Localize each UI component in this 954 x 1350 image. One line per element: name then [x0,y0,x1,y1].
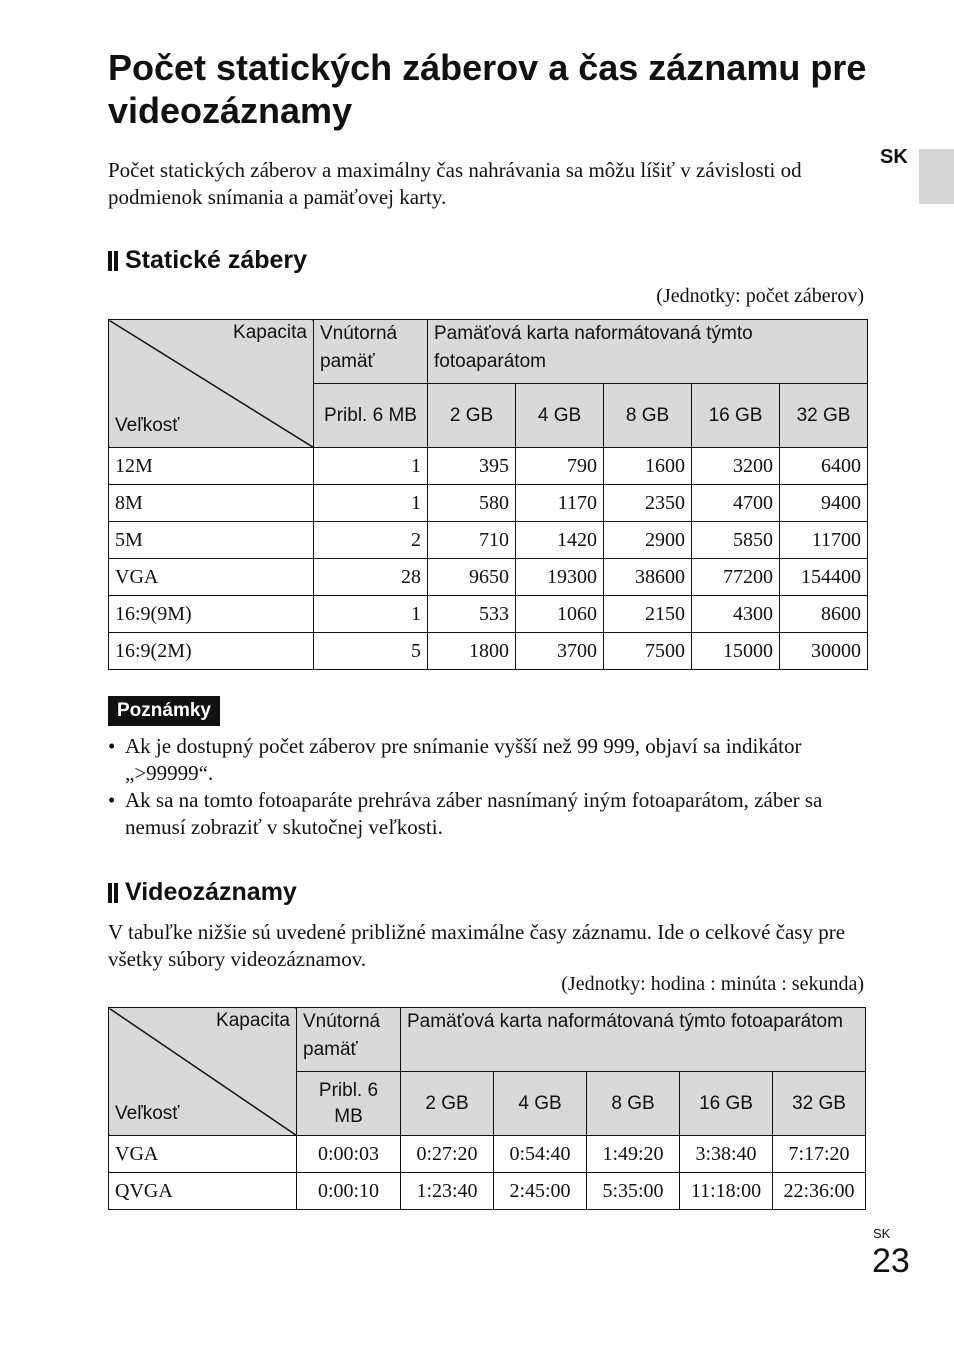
value-cell: 1:49:20 [587,1136,680,1173]
table-row [109,1173,866,1210]
value-cell: 1420 [516,522,604,559]
value-cell: 710 [428,522,516,559]
card-8gb-header: 8 GB [587,1072,680,1136]
value-cell: 6400 [780,448,868,485]
section-marker-icon [108,251,119,271]
value-cell: 790 [516,448,604,485]
value-cell: 1 [314,485,428,522]
value-cell: 5:35:00 [587,1173,680,1210]
size-label: Veľkosť [115,1103,180,1124]
internal-memory-header: Vnútorná pamäť [297,1008,401,1072]
value-cell: 15000 [692,633,780,670]
card-16gb-header: 16 GB [692,384,780,448]
still-section-heading [108,246,307,275]
value-cell: 11:18:00 [680,1173,773,1210]
size-cell: QVGA [109,1173,297,1210]
card-2gb-header: 2 GB [401,1072,494,1136]
still-header-corner [109,320,314,448]
value-cell: 0:54:40 [494,1136,587,1173]
video-table [108,1007,866,1210]
value-cell: 7500 [604,633,692,670]
notes-badge: Poznámky [108,696,220,726]
value-cell: 3200 [692,448,780,485]
value-cell: 4700 [692,485,780,522]
value-cell: 5850 [692,522,780,559]
value-cell: 19300 [516,559,604,596]
table-row [109,522,868,559]
card-2gb-header: 2 GB [428,384,516,448]
internal-memory-header: Vnútorná pamäť [314,320,428,384]
size-cell: 5M [109,522,314,559]
card-4gb-header: 4 GB [494,1072,587,1136]
size-cell: VGA [109,559,314,596]
video-section-heading [108,878,297,907]
value-cell: 533 [428,596,516,633]
value-cell: 9400 [780,485,868,522]
size-cell: 8M [109,485,314,522]
value-cell: 3700 [516,633,604,670]
value-cell: 1800 [428,633,516,670]
video-intro: V tabuľke nižšie sú uvedené približné maximálne časy záznamu. Ide o celkové časy pre všetky súbory videozáznamov. [108,920,846,971]
memory-card-header: Pamäťová karta naformátovaná týmto fotoaparátom [401,1008,866,1072]
value-cell: 1 [314,596,428,633]
value-cell: 7:17:20 [773,1136,866,1173]
value-cell: 4300 [692,596,780,633]
page-number-language: SK [873,1226,891,1241]
size-cell: 16:9(2M) [109,633,314,670]
table-row [109,1136,866,1173]
value-cell: 580 [428,485,516,522]
value-cell: 1 [314,448,428,485]
intro-paragraph: Počet statických záberov a maximálny čas nahrávania sa môžu líšiť v závislosti od podmienok snímania a pamäťovej karty. [108,158,802,209]
notes-list [108,733,878,841]
table-row [109,448,868,485]
value-cell: 1:23:40 [401,1173,494,1210]
value-cell: 2 [314,522,428,559]
capacity-label: Kapacita [233,322,307,343]
internal-memory-size: Pribl. 6 MB [314,384,428,448]
value-cell: 3:38:40 [680,1136,773,1173]
language-tab [919,149,954,204]
card-16gb-header: 16 GB [680,1072,773,1136]
value-cell: 2900 [604,522,692,559]
card-32gb-header: 32 GB [780,384,868,448]
note-item: • Ak sa na tomto fotoaparáte prehráva záber nasnímaný iným fotoaparátom, záber sa nemusí zobraziť v skutočnej veľkosti. [108,787,878,841]
video-heading-text: Videozáznamy [125,878,297,906]
still-table [108,319,868,670]
value-cell: 8600 [780,596,868,633]
card-4gb-header: 4 GB [516,384,604,448]
note-item: • Ak je dostupný počet záberov pre snímanie vyšší než 99 999, objaví sa indikátor „>99999“. [108,733,878,787]
page-number: 23 [872,1242,910,1280]
value-cell: 22:36:00 [773,1173,866,1210]
value-cell: 2350 [604,485,692,522]
value-cell: 11700 [780,522,868,559]
size-cell: 12M [109,448,314,485]
table-row [109,485,868,522]
value-cell: 2:45:00 [494,1173,587,1210]
value-cell: 0:00:10 [297,1173,401,1210]
still-units: (Jednotky: počet záberov) [656,285,864,307]
size-cell: VGA [109,1136,297,1173]
internal-memory-size: Pribl. 6 MB [297,1072,401,1136]
value-cell: 1060 [516,596,604,633]
table-row [109,596,868,633]
card-8gb-header: 8 GB [604,384,692,448]
value-cell: 154400 [780,559,868,596]
capacity-label: Kapacita [216,1010,290,1031]
card-32gb-header: 32 GB [773,1072,866,1136]
size-cell: 16:9(9M) [109,596,314,633]
value-cell: 1600 [604,448,692,485]
table-row [109,633,868,670]
video-header-corner [109,1008,297,1136]
video-units: (Jednotky: hodina : minúta : sekunda) [561,973,864,995]
value-cell: 2150 [604,596,692,633]
value-cell: 0:27:20 [401,1136,494,1173]
value-cell: 395 [428,448,516,485]
page-title: Počet statických záberov a čas záznamu pre videozáznamy [108,47,867,131]
memory-card-header: Pamäťová karta naformátovaná týmto fotoaparátom [428,320,868,384]
value-cell: 5 [314,633,428,670]
still-heading-text: Statické zábery [125,246,308,274]
section-marker-icon [108,883,119,903]
value-cell: 38600 [604,559,692,596]
value-cell: 30000 [780,633,868,670]
value-cell: 9650 [428,559,516,596]
value-cell: 28 [314,559,428,596]
value-cell: 1170 [516,485,604,522]
value-cell: 77200 [692,559,780,596]
value-cell: 0:00:03 [297,1136,401,1173]
language-label: SK [880,146,908,168]
table-row [109,559,868,596]
size-label: Veľkosť [115,415,180,436]
